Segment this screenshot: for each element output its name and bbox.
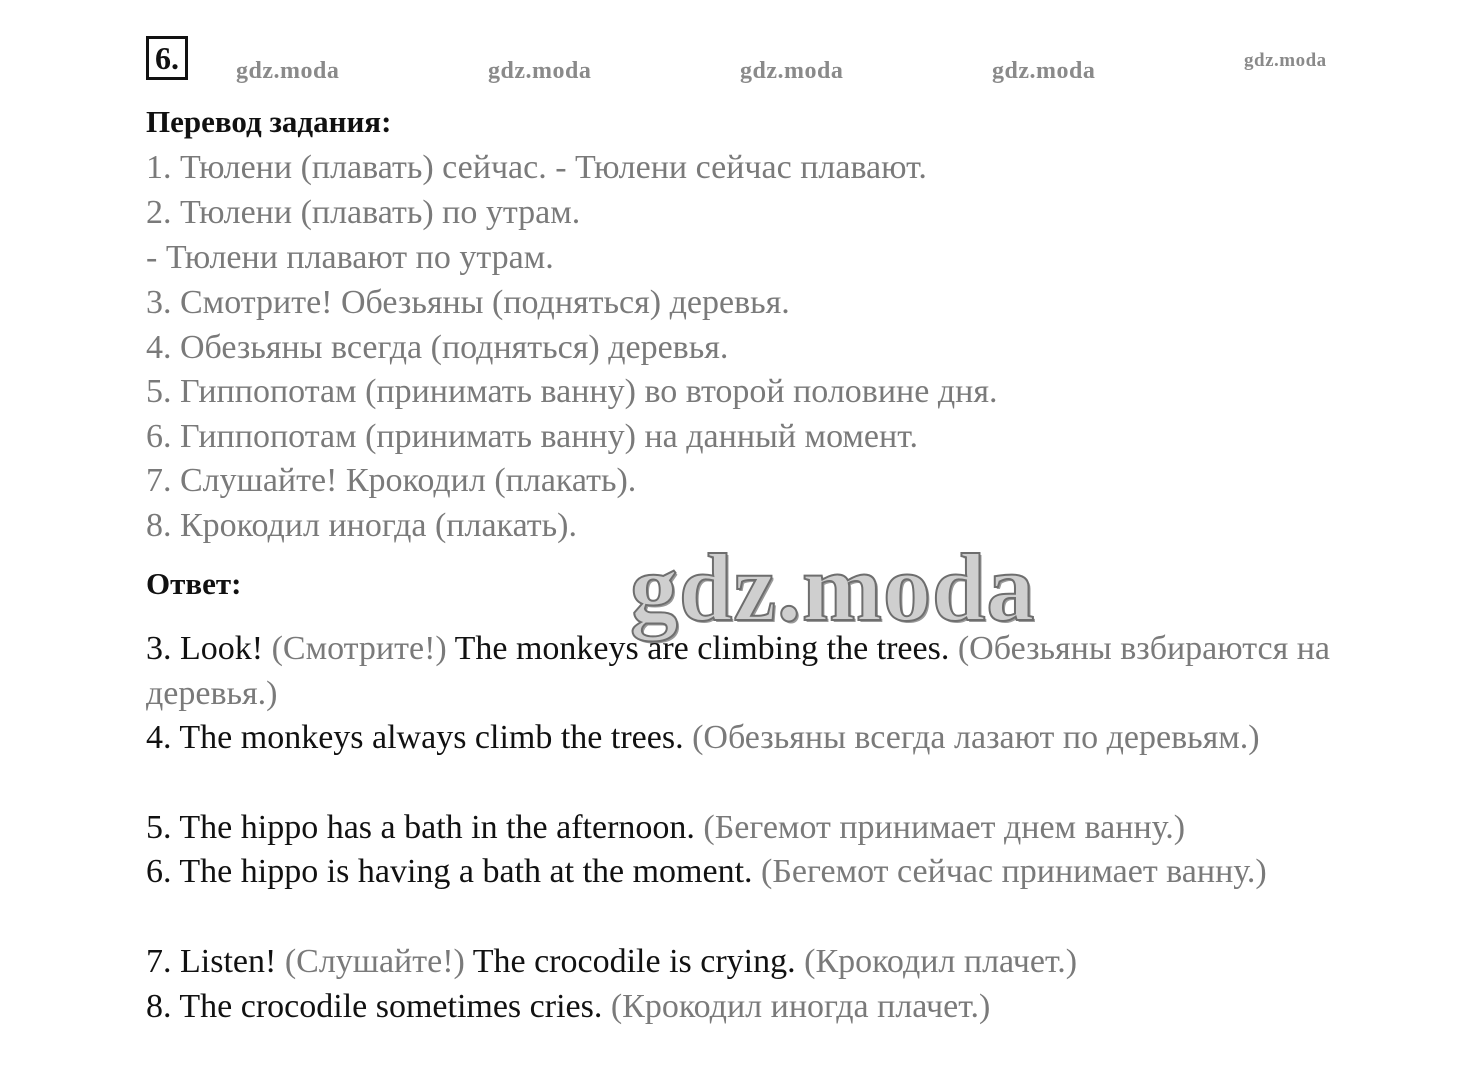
translation-line: 3. Смотрите! Обезьяны (подняться) деревья. [146, 284, 790, 321]
watermark-logo: gdz.moda [630, 534, 1036, 641]
translation-line: 8. Крокодил иногда (плакать). [146, 507, 577, 544]
watermark-top-5: gdz.moda [1244, 50, 1327, 71]
answer-en: 4. The monkeys always climb the trees. [146, 719, 693, 756]
answer-item [146, 716, 1366, 761]
translation-line: 5. Гиппопотам (принимать ванну) во второй половине дня. [146, 373, 998, 410]
watermark-top-4: gdz.moda [992, 58, 1096, 84]
answer-en: 6. The hippo is having a bath at the moment. [146, 853, 762, 890]
answer-ru: (Крокодил плачет.) [804, 943, 1078, 980]
answer-item [146, 985, 1366, 1030]
translation-heading: Перевод задания: [146, 104, 392, 139]
translation-line: 4. Обезьяны всегда (подняться) деревья. [146, 329, 729, 366]
answer-ru: (Слушайте!) [284, 943, 465, 980]
answer-ru: (Обезьяны взбираются на деревья.) [146, 630, 1331, 712]
translation-line: 6. Гиппопотам (принимать ванну) на данный момент. [146, 418, 919, 455]
translation-line: - Тюлени плавают по утрам. [146, 239, 554, 276]
answer-ru: (Обезьяны всегда лазают по деревьям.) [692, 719, 1260, 756]
answer-ru: (Бегемот сейчас принимает ванну.) [761, 853, 1267, 890]
translation-line: 2. Тюлени (плавать) по утрам. [146, 194, 581, 231]
answer-en: 5. The hippo has a bath in the afternoon. [146, 809, 704, 846]
answer-heading: Ответ: [146, 566, 242, 601]
answer-ru: (Бегемот принимает днем ванну.) [703, 809, 1186, 846]
watermark-top-2: gdz.moda [488, 58, 592, 84]
answer-en: 7. Listen! [146, 943, 285, 980]
answer-item [146, 627, 1366, 716]
task-number-box: 6. [146, 36, 188, 80]
answer-ru: (Смотрите!) [271, 630, 447, 667]
answer-en: The monkeys are climbing the trees. [446, 630, 958, 667]
answer-ru: (Крокодил иногда плачет.) [610, 988, 991, 1025]
answer-en: 8. The crocodile sometimes cries. [146, 988, 611, 1025]
answer-item [146, 940, 1366, 985]
watermark-top-3: gdz.moda [740, 58, 844, 84]
translation-line: 1. Тюлени (плавать) сейчас. - Тюлени сейчас плавают. [146, 149, 927, 186]
answer-en: The crocodile is crying. [464, 943, 805, 980]
translation-line: 7. Слушайте! Крокодил (плакать). [146, 462, 637, 499]
watermark-top-1: gdz.moda [236, 58, 340, 84]
answer-item [146, 806, 1366, 851]
answer-item [146, 850, 1366, 895]
answer-en: 3. Look! [146, 630, 272, 667]
